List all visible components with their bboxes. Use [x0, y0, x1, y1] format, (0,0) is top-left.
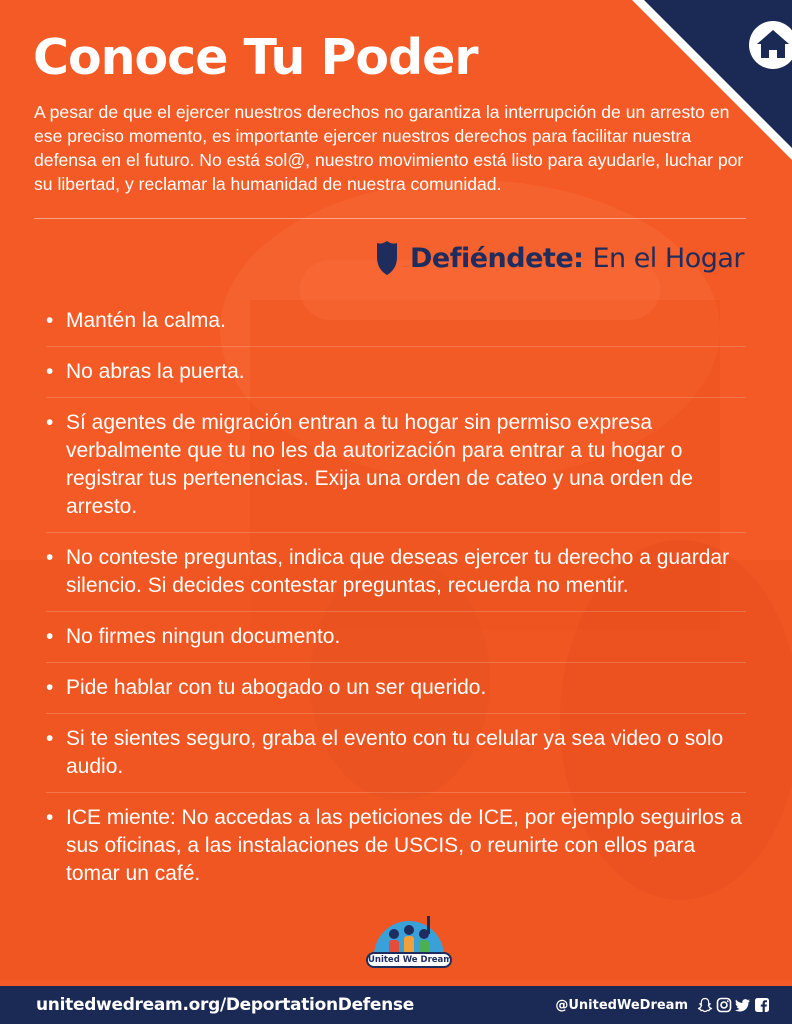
snapchat-icon[interactable]	[697, 997, 713, 1013]
bullet-icon: •	[46, 806, 54, 829]
bullet-icon: •	[46, 309, 54, 332]
rights-list	[46, 307, 746, 910]
list-item	[46, 409, 746, 533]
list-item	[46, 358, 746, 398]
police-badge-icon	[376, 239, 398, 277]
social-handle[interactable]: @UnitedWeDream	[555, 997, 688, 1013]
list-item	[46, 725, 746, 793]
bullet-icon: •	[46, 411, 54, 434]
list-item-text: Sí agentes de migración entran a tu hogar sin permiso expresa verbalmente que tu no les da autorización para entrar a tu hogar o registrar tus pertenencias. Exija una orden de cateo y una orden de arresto.	[66, 411, 693, 518]
bullet-icon: •	[46, 625, 54, 648]
bullet-icon: •	[46, 727, 54, 750]
list-item	[46, 544, 746, 612]
twitter-icon[interactable]	[735, 997, 751, 1013]
logo-figures-icon	[366, 912, 452, 956]
list-item	[46, 674, 746, 714]
bullet-icon: •	[46, 360, 54, 383]
divider	[34, 218, 746, 219]
list-item	[46, 804, 746, 899]
list-item-text: No conteste preguntas, indica que deseas ejercer tu derecho a guardar silencio. Si decides contestar preguntas, recuerda no mentir.	[66, 546, 730, 597]
facebook-icon[interactable]	[754, 997, 770, 1013]
intro-paragraph: A pesar de que el ejercer nuestros derechos no garantiza la interrupción de un arresto en ese preciso momento, es importante ejercer nuestros derechos para facilitar nuestra defensa en el futuro. No está sol@, nuestro movimiento está listo para ayudarle, luchar por su libertad, y reclamar la humanidad de nuestra comunidad.	[34, 102, 744, 194]
list-item	[46, 307, 746, 347]
list-item-text: No abras la puerta.	[66, 360, 245, 383]
social-links	[555, 997, 770, 1013]
list-item-text: ICE miente: No accedas a las peticiones de ICE, por ejemplo seguirlos a sus oficinas, a las instalaciones de USCIS, o reunirte con ellos para tomar un café.	[66, 806, 742, 885]
heading-light: En el Hogar	[592, 242, 744, 274]
list-item-text: No firmes ningun documento.	[66, 625, 341, 648]
instagram-icon[interactable]	[716, 997, 732, 1013]
page-title: Conoce Tu Poder	[33, 29, 478, 86]
footer-bar	[0, 986, 792, 1024]
list-item-text: Pide hablar con tu abogado o un ser querido.	[66, 676, 487, 699]
footer-url-link[interactable]: unitedwedream.org/DeportationDefense	[36, 995, 414, 1015]
heading-strong: Defiéndete:	[410, 242, 584, 274]
bullet-icon: •	[46, 546, 54, 569]
list-item	[46, 623, 746, 663]
bullet-icon: •	[46, 676, 54, 699]
list-item-text: Mantén la calma.	[66, 309, 226, 332]
section-heading	[376, 236, 744, 280]
list-item-text: Si te sientes seguro, graba el evento con tu celular ya sea video o solo audio.	[66, 727, 724, 778]
logo-label: United We Dream	[366, 952, 452, 968]
united-we-dream-logo	[366, 912, 452, 968]
